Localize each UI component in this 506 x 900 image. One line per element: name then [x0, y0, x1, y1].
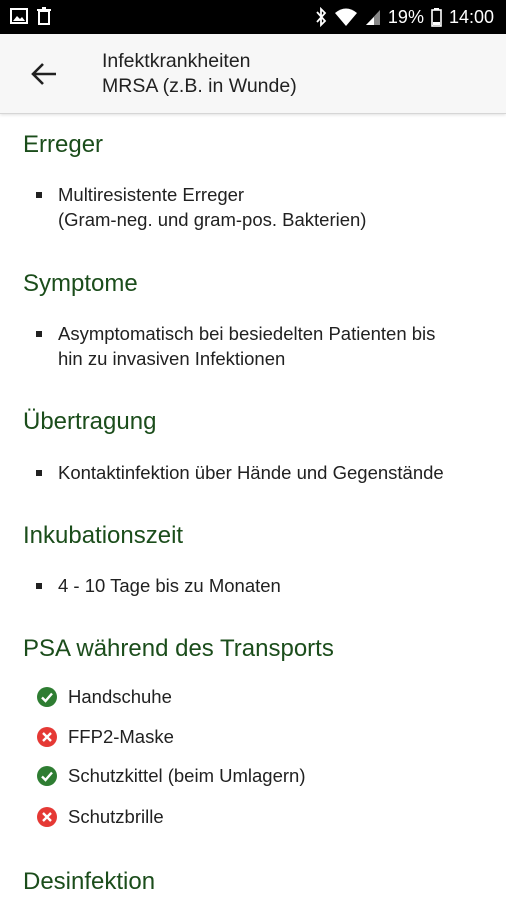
app-bar: [0, 34, 506, 114]
psa-item-label: Schutzkittel (beim Umlagern): [68, 765, 306, 786]
cancel-circle-icon: [37, 727, 57, 747]
arrow-back-icon: [26, 56, 62, 92]
check-circle-icon: [37, 766, 57, 786]
psa-item-schutzkittel: [37, 765, 306, 787]
section-heading: Übertragung: [23, 408, 157, 435]
battery-icon: [431, 8, 442, 27]
bullet-marker: [36, 583, 42, 589]
list-item: [58, 573, 281, 598]
battery-percent: 19%: [387, 7, 424, 27]
wifi-icon: [334, 7, 358, 27]
list-item-text: hin zu invasiven Infektionen: [58, 348, 286, 369]
page-title: [102, 49, 297, 99]
list-item-text: Multiresistente Erreger: [58, 184, 245, 205]
psa-item-handschuhe: [37, 686, 172, 708]
psa-item-schutzbrille: [37, 806, 164, 828]
page-title-category: Infektkrankheiten: [102, 50, 251, 72]
list-item: [58, 321, 435, 371]
back-button[interactable]: [26, 56, 62, 92]
psa-item-label: Handschuhe: [68, 686, 172, 707]
list-item: [58, 182, 366, 232]
image-icon: [10, 7, 28, 25]
psa-item-label: Schutzbrille: [68, 806, 164, 827]
cancel-circle-icon: [37, 807, 57, 827]
psa-item-label: FFP2-Maske: [68, 726, 174, 747]
list-item-text: 4 - 10 Tage bis zu Monaten: [58, 575, 281, 596]
bluetooth-icon: [315, 7, 327, 27]
list-item-text: Asymptomatisch bei besiedelten Patienten bis: [58, 323, 436, 344]
signal-icon: [365, 8, 381, 26]
bullet-marker: [36, 331, 42, 337]
check-circle-icon: [37, 687, 57, 707]
section-heading: Inkubationszeit: [23, 522, 184, 549]
status-bar: [0, 0, 506, 34]
trash-icon: [36, 7, 52, 25]
list-item: [58, 460, 444, 485]
list-item-text: (Gram-neg. und gram-pos. Bakterien): [58, 209, 367, 230]
detail-content[interactable]: [0, 114, 506, 900]
section-heading: Erreger: [23, 131, 104, 158]
page-title-topic: MRSA (z.B. in Wunde): [102, 75, 297, 97]
section-heading: Symptome: [23, 270, 138, 297]
clock: 14:00: [448, 7, 494, 27]
bullet-marker: [36, 470, 42, 476]
bullet-marker: [36, 192, 42, 198]
section-heading: Desinfektion: [23, 868, 156, 895]
list-item-text: Kontaktinfektion über Hände und Gegenstände: [58, 462, 444, 483]
psa-item-ffp2: [37, 726, 174, 748]
section-heading: PSA während des Transports: [23, 635, 334, 662]
